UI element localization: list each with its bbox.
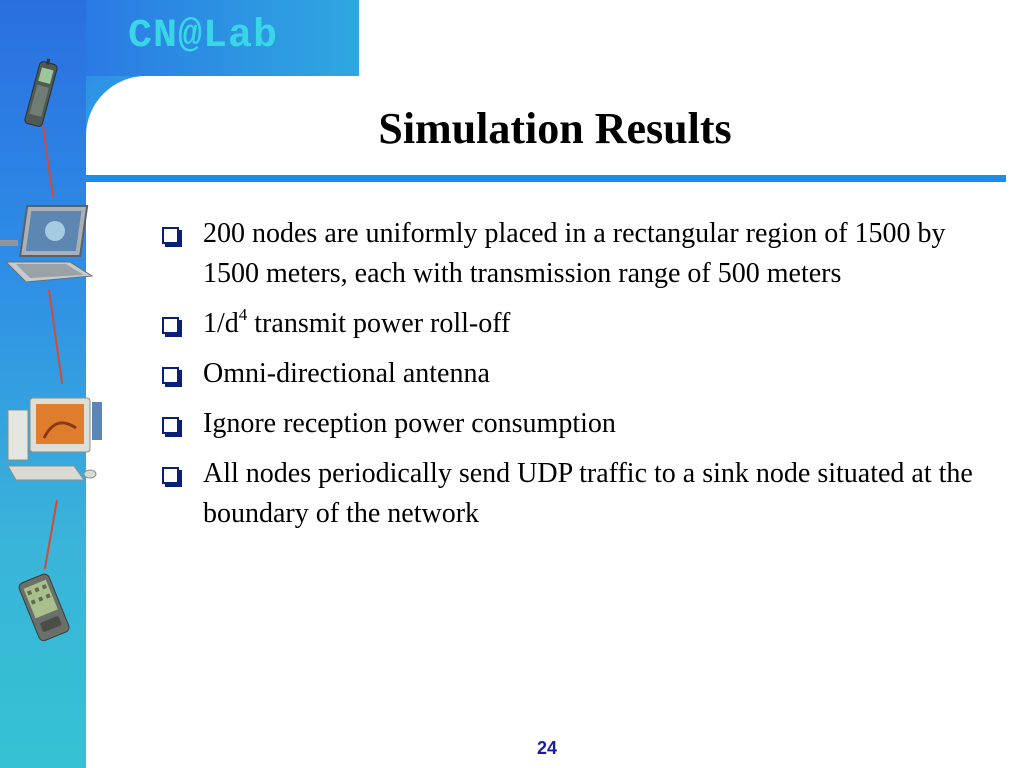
checkbox-bullet-icon — [162, 417, 179, 434]
cell-phone-icon — [18, 58, 64, 130]
desktop-computer-icon — [4, 394, 102, 488]
bullet-text-prefix: 1/d — [203, 308, 239, 339]
page-number: 24 — [537, 738, 558, 758]
bullet-text: 200 nodes are uniformly placed in a rectangular region of 1500 by 1500 meters, each with transmission range of 500 meters — [203, 218, 946, 289]
slide-title: Simulation Results — [378, 104, 732, 153]
bullet-item — [160, 454, 1005, 534]
bullet-text: Ignore reception power consumption — [203, 408, 616, 439]
pda-icon — [16, 572, 74, 642]
checkbox-bullet-icon — [162, 227, 179, 244]
bullet-item — [160, 304, 1005, 344]
bullet-item — [160, 214, 1005, 294]
checkbox-bullet-icon — [162, 467, 179, 484]
bullet-text: Omni-directional antenna — [203, 358, 490, 389]
title-underline — [86, 175, 1006, 182]
laptop-icon — [0, 200, 98, 288]
bullet-item — [160, 354, 1005, 394]
logo: CN@Lab — [128, 14, 279, 59]
exponent: 4 — [238, 304, 248, 324]
bullet-item — [160, 404, 1005, 444]
bullet-text: All nodes periodically send UDP traffic to a sink node situated at the boundary of the network — [203, 458, 973, 529]
checkbox-bullet-icon — [162, 317, 179, 334]
bullet-list — [160, 214, 1005, 544]
checkbox-bullet-icon — [162, 367, 179, 384]
bullet-text-suffix: transmit power roll-off — [247, 308, 511, 339]
